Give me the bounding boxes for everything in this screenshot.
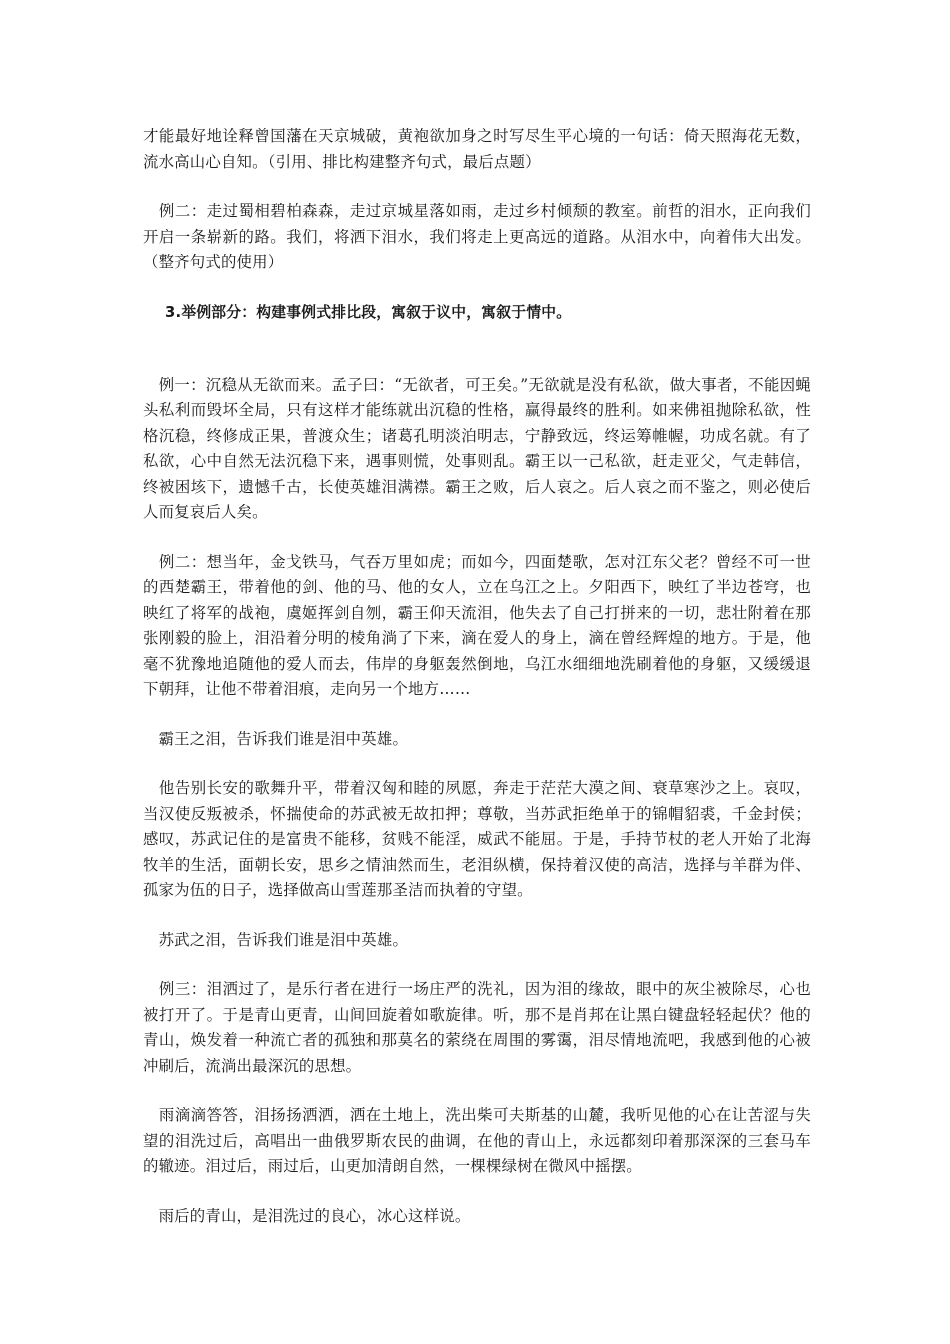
paragraph-example-one-calm: 例一：沉稳从无欲而来。孟子曰：“无欲者，可王矣。”无欲就是没有私欲，做大事者，不能因蝇头私利而毁坏全局，只有这样才能练就出沉稳的性格，赢得最终的胜利。如来佛祖抛除私欲，性格沉稳，终修成正果，普渡众生；诸葛孔明淡泊明志，宁静致远，终运筹帷幄，功成名就。有了私欲，心中自然无法沉稳下来，遇事则慌，处事则乱。霸王以一己私欲，赶走亚父，气走韩信，终被困垓下，遗憾千古，长使英雄泪满襟。霸王之败，后人哀之。后人哀之而不鉴之，则必使后人而复哀后人矣。 xyxy=(143,375,811,521)
document-body xyxy=(143,124,811,1229)
paragraph-tchaikovsky: 雨滴滴答答，泪扬扬洒洒，洒在土地上，洗出柴可夫斯基的山麓，我听见他的心在让苦涩与失望的泪洗过后，高唱出一曲俄罗斯农民的曲调，在他的青山上，永远都刻印着那深深的三套马车的辙迹。泪过后，雨过后，山更加清朗自然，一棵棵绿树在微风中摇摆。 xyxy=(143,1106,811,1175)
paragraph-intro-continuation: 才能最好地诠释曾国藩在天京城破，黄袍欲加身之时写尽生平心境的一句话：倚天照海花无数，流水高山心自知。（引用、排比构建整齐句式，最后点题） xyxy=(143,127,811,171)
paragraph-overlord-tears: 霸王之泪，告诉我们谁是泪中英雄。 xyxy=(143,729,409,748)
paragraph-example-three-chopin: 例三：泪洒过了，是乐行者在进行一场庄严的洗礼，因为泪的缘故，眼中的灰尘被除尽，心也被打开了。于是青山更青，山间回旋着如歌旋律。听，那不是肖邦在让黑白键盘轻轻起伏？他的青山，焕发着一种流亡者的孤独和那莫名的萦绕在周围的雾霭，泪尽情地流吧，我感到他的心被冲刷后，流淌出最深沉的思想。 xyxy=(143,980,811,1075)
paragraph-su-wu-tears: 苏武之泪，告诉我们谁是泪中英雄。 xyxy=(143,930,409,949)
paragraph-example-two-overlord: 例二：想当年，金戈铁马，气吞万里如虎；而如今，四面楚歌，怎对江东父老？曾经不可一世的西楚霸王，带着他的剑、他的马、他的女人，立在乌江之上。夕阳西下，映红了半边苍穹，也映红了将军的战袍，虞姬挥剑自刎，霸王仰天流泪，他失去了自己打拼来的一切，悲壮附着在那张刚毅的脸上，泪沿着分明的棱角淌了下来，滴在爱人的身上，滴在曾经辉煌的地方。于是，他毫不犹豫地追随他的爱人而去，伟岸的身躯轰然倒地，乌江水细细地洗刷着他的身躯，又缓缓退下朝拜，让他不带着泪痕，走向另一个地方…… xyxy=(143,552,811,698)
section-heading-examples: 3.举例部分：构建事例式排比段，寓叙于议中，寓叙于情中。 xyxy=(165,303,572,321)
paragraph-example-two-tears: 例二：走过蜀相碧柏森森，走过京城星落如雨，走过乡村倾颓的教室。前哲的泪水，正向我们开启一条崭新的路。我们，将洒下泪水，我们将走上更高远的道路。从泪水中，向着伟大出发。（整齐句式的使用） xyxy=(143,202,811,271)
paragraph-green-mountain: 雨后的青山，是泪洗过的良心，冰心这样说。 xyxy=(143,1206,471,1225)
paragraph-su-wu: 他告别长安的歌舞升平，带着汉匈和睦的夙愿，奔走于茫茫大漠之间、衰草寒沙之上。哀叹，当汉使反叛被杀，怀揣使命的苏武被无故扣押；尊敬，当苏武拒绝单于的锦帽貂裘，千金封侯；感叹，苏武记住的是富贵不能移，贫贱不能淫，威武不能屈。于是，手持节杖的老人开始了北海牧羊的生活，面朝长安，思乡之情油然而生，老泪纵横，保持着汉使的高洁，选择与羊群为伴、孤家为伍的日子，选择做高山雪莲那圣洁而执着的守望。 xyxy=(143,779,811,899)
